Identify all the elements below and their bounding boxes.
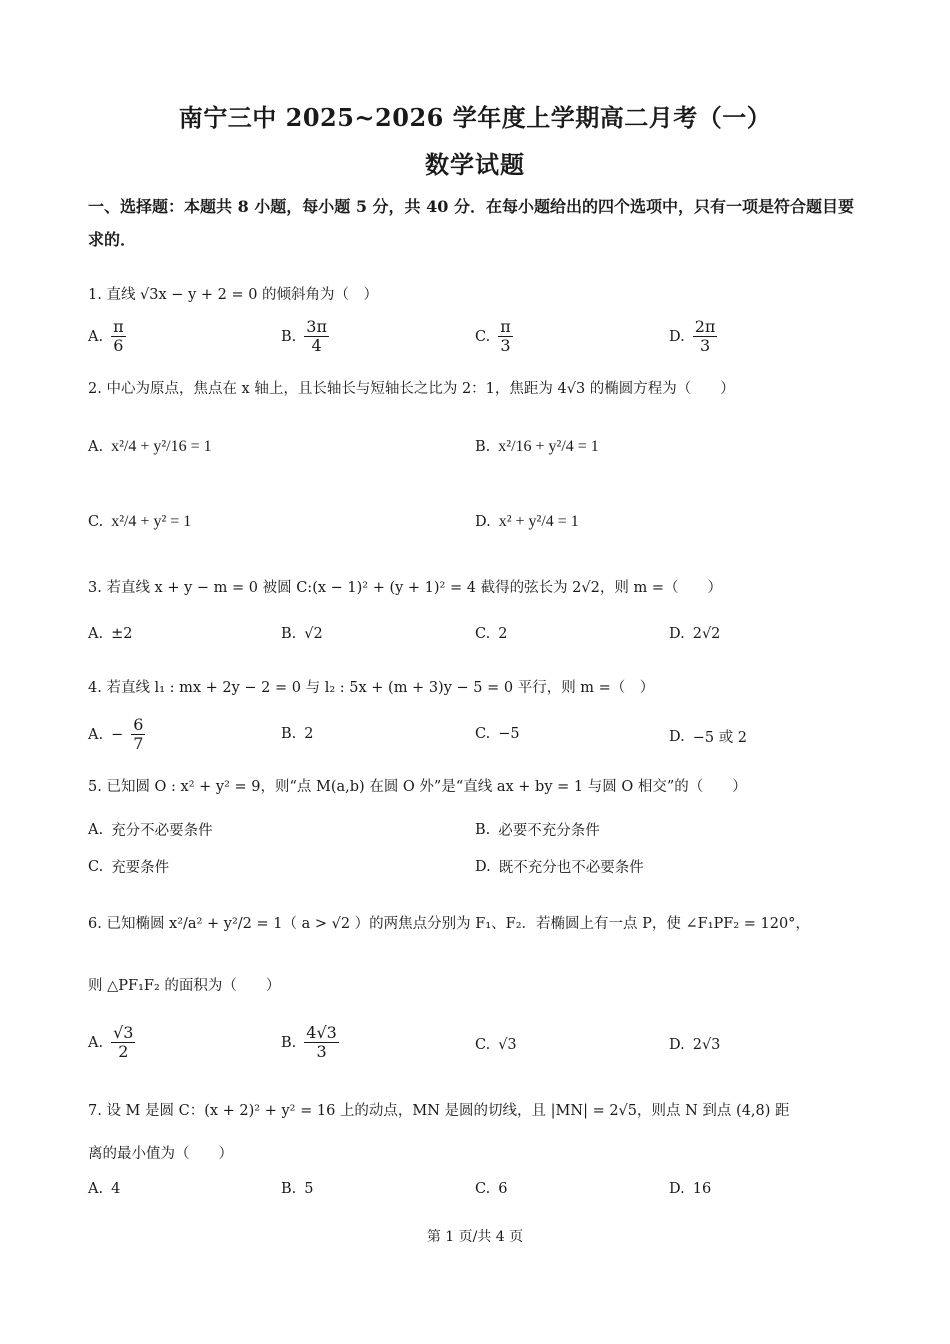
option-label: A. bbox=[88, 328, 104, 345]
option-text: 充分不必要条件 bbox=[111, 823, 213, 839]
option-label: C. bbox=[88, 514, 104, 530]
exam-subtitle: 数学试题 bbox=[425, 150, 525, 179]
q6-option-b bbox=[281, 1024, 339, 1062]
option-text: √3 bbox=[498, 1037, 517, 1053]
question-7-stem: 7. 设 M 是圆 C：(x + 2)² + y² = 16 上的动点，MN 是圆的切线，且 |MN| = 2√5，则点 N 到点 (4,8) 距 bbox=[88, 1103, 790, 1119]
option-label: D. bbox=[669, 728, 685, 745]
option-label: C. bbox=[475, 726, 491, 742]
q5-option-b bbox=[475, 819, 600, 840]
q1-option-a bbox=[88, 318, 126, 356]
q2-option-a bbox=[88, 438, 212, 456]
option-expression: x²/4 + y²/16 = 1 bbox=[111, 438, 212, 455]
option-label: C. bbox=[475, 626, 491, 642]
q2-option-b bbox=[475, 438, 599, 456]
option-label: B. bbox=[475, 439, 491, 455]
q2-option-c bbox=[88, 513, 191, 531]
option-label: D. bbox=[475, 514, 491, 530]
option-text: √2 bbox=[304, 626, 323, 642]
fraction: $\frac{3\pi}{4}$ bbox=[306, 317, 327, 356]
q5-option-d bbox=[475, 856, 644, 877]
option-text: 2 bbox=[498, 626, 508, 642]
option-text: 2 bbox=[304, 726, 314, 742]
option-label: B. bbox=[281, 328, 297, 345]
option-label: B. bbox=[475, 821, 491, 838]
option-label: A. bbox=[88, 439, 104, 455]
q7-option-d bbox=[669, 1181, 711, 1197]
q7-option-c bbox=[475, 1181, 507, 1197]
option-text: 6 bbox=[498, 1181, 508, 1197]
q5-option-a bbox=[88, 819, 213, 840]
option-label: B. bbox=[281, 626, 297, 642]
fraction: $\frac{6}{7}$ bbox=[133, 715, 144, 754]
option-label: C. bbox=[475, 1181, 491, 1197]
fraction: $\frac{√3}{2}$ bbox=[113, 1023, 134, 1062]
q3-option-a bbox=[88, 626, 132, 642]
option-text: 既不充分也不必要条件 bbox=[498, 860, 644, 876]
q1-option-d bbox=[669, 318, 717, 356]
option-label: C. bbox=[88, 858, 104, 875]
question-6-stem-continued: 则 △PF₁F₂ 的面积为（ ） bbox=[88, 978, 281, 994]
q3-option-d bbox=[669, 626, 720, 642]
option-label: C. bbox=[475, 1037, 491, 1053]
option-text: 16 bbox=[692, 1181, 712, 1197]
question-6-stem: 6. 已知椭圆 x²/a² + y²/2 = 1（ a > √2 ）的两焦点分别为 F₁、F₂．若椭圆上有一点 P，使 ∠F₁PF₂ = 120°， bbox=[88, 916, 810, 932]
q7-option-a bbox=[88, 1181, 120, 1197]
fraction: $\frac{\pi}{6}$ bbox=[113, 317, 124, 356]
option-text: 5 bbox=[304, 1181, 314, 1197]
q5-option-c bbox=[88, 856, 169, 877]
q3-option-b bbox=[281, 626, 323, 642]
option-label: D. bbox=[475, 858, 491, 875]
question-4-stem: 4. 若直线 l₁ : mx + 2y − 2 = 0 与 l₂ : 5x + (m + 3)y − 5 = 0 平行，则 m =（ ） bbox=[88, 680, 655, 696]
option-label: A. bbox=[88, 1181, 104, 1197]
option-label: D. bbox=[669, 1037, 685, 1053]
option-label: A. bbox=[88, 726, 104, 743]
q7-option-b bbox=[281, 1181, 314, 1197]
option-label: B. bbox=[281, 1181, 297, 1197]
q4-option-c bbox=[475, 726, 520, 742]
option-text: −5 bbox=[498, 726, 520, 742]
q3-option-c bbox=[475, 626, 507, 642]
question-7-stem-continued: 离的最小值为（ ） bbox=[88, 1146, 233, 1162]
option-text: 2√2 bbox=[692, 626, 721, 642]
q4-option-b bbox=[281, 726, 314, 742]
question-1-stem: 1. 直线 √3x − y + 2 = 0 的倾斜角为（ ） bbox=[88, 287, 379, 303]
option-label: B. bbox=[281, 1034, 297, 1051]
q1-option-c bbox=[475, 318, 513, 356]
option-text: −5 或 2 bbox=[692, 730, 748, 746]
section-heading: 一、选择题：本题共 8 小题，每小题 5 分，共 40 分．在每小题给出的四个选项中，只有一项是符合题目要求的． bbox=[88, 197, 854, 249]
q2-option-d bbox=[475, 513, 579, 531]
option-text: 2√3 bbox=[692, 1037, 721, 1053]
q6-option-a bbox=[88, 1024, 135, 1062]
q4-option-d bbox=[669, 726, 747, 747]
fraction: $\frac{4√3}{3}$ bbox=[306, 1023, 337, 1062]
option-label: D. bbox=[669, 626, 685, 642]
q6-option-c bbox=[475, 1037, 517, 1053]
minus-sign: − bbox=[111, 726, 124, 743]
q4-option-a bbox=[88, 716, 145, 754]
option-label: A. bbox=[88, 821, 104, 838]
option-label: A. bbox=[88, 626, 104, 642]
option-label: D. bbox=[669, 1181, 685, 1197]
option-text: ±2 bbox=[111, 626, 133, 642]
option-text: 充要条件 bbox=[111, 860, 170, 876]
option-expression: x²/16 + y²/4 = 1 bbox=[498, 438, 599, 455]
fraction: $\frac{\pi}{3}$ bbox=[500, 317, 511, 356]
option-text: 4 bbox=[111, 1181, 121, 1197]
option-label: D. bbox=[669, 328, 685, 345]
option-label: A. bbox=[88, 1034, 104, 1051]
option-label: B. bbox=[281, 726, 297, 742]
fraction: $\frac{2\pi}{3}$ bbox=[694, 317, 716, 356]
question-5-stem: 5. 已知圆 O : x² + y² = 9，则“点 M(a,b) 在圆 O 外”是“直线 ax + by = 1 与圆 O 相交”的（ ） bbox=[88, 779, 747, 795]
question-2-stem: 2. 中心为原点，焦点在 x 轴上，且长轴长与短轴长之比为 2：1，焦距为 4√3 的椭圆方程为（ ） bbox=[88, 381, 735, 397]
page-number: 第 1 页/共 4 页 bbox=[426, 1229, 524, 1245]
option-text: 必要不充分条件 bbox=[498, 823, 600, 839]
option-expression: x²/4 + y² = 1 bbox=[111, 513, 192, 530]
q6-option-d bbox=[669, 1037, 720, 1053]
q1-option-b bbox=[281, 318, 329, 356]
option-expression: x² + y²/4 = 1 bbox=[498, 513, 579, 530]
option-label: C. bbox=[475, 328, 491, 345]
exam-title: 南宁三中 2025~2026 学年度上学期高二月考（一） bbox=[178, 103, 772, 132]
question-3-stem: 3. 若直线 x + y − m = 0 被圆 C:(x − 1)² + (y + 1)² = 4 截得的弦长为 2√2，则 m =（ ） bbox=[88, 580, 722, 596]
